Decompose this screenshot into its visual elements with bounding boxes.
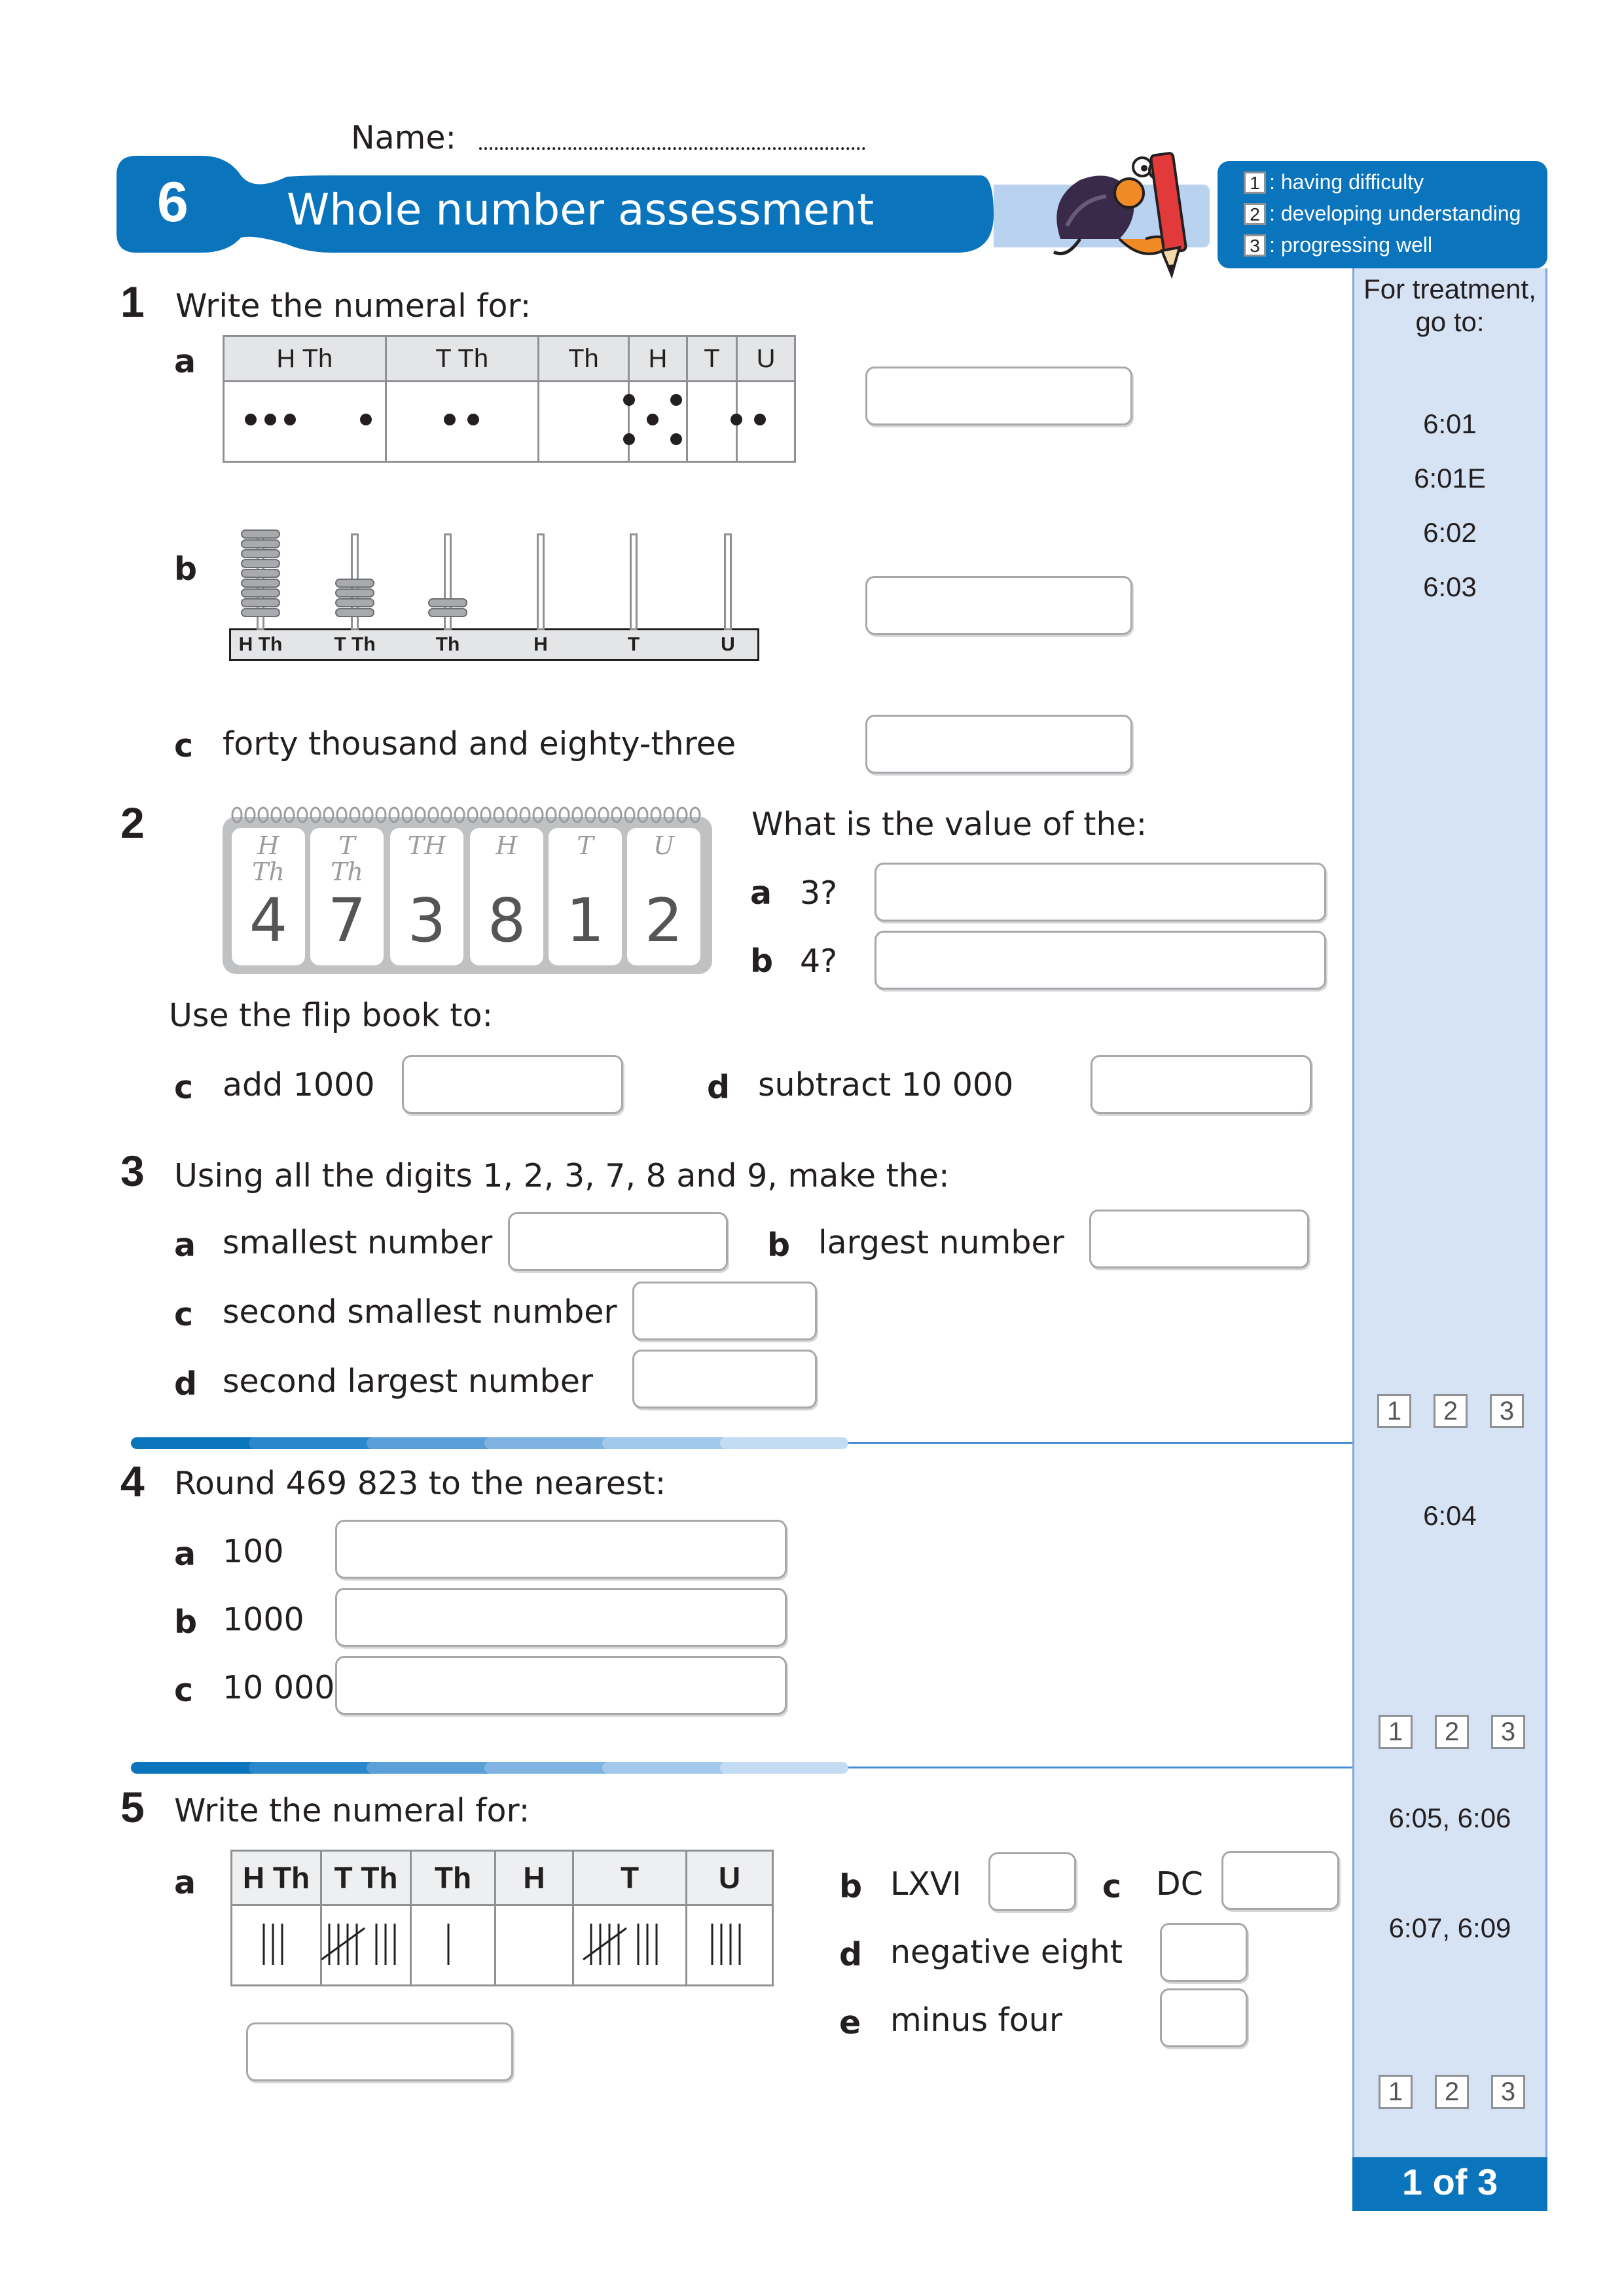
counter-dot xyxy=(623,433,635,445)
tally-cross-stroke xyxy=(583,1928,626,1960)
abacus-bead xyxy=(428,608,467,617)
abacus-bead xyxy=(241,588,280,598)
ring xyxy=(285,808,294,822)
part-label: b xyxy=(839,1868,863,1905)
abacus-bead xyxy=(241,559,280,568)
question-prompt: Write the numeral for: xyxy=(175,287,532,325)
answer-box[interactable] xyxy=(865,576,1132,635)
treatment-heading-2: go to: xyxy=(1415,306,1485,337)
question-number: 2 xyxy=(120,798,145,847)
part-label: c xyxy=(174,1296,194,1333)
answer-box[interactable] xyxy=(335,1656,787,1715)
part-text: 4? xyxy=(800,942,838,980)
tally-cross-stroke xyxy=(321,1928,365,1960)
answer-box[interactable] xyxy=(875,863,1326,922)
abacus-bead xyxy=(335,579,374,588)
answer-box[interactable] xyxy=(1221,1851,1339,1910)
abacus-label: H xyxy=(533,634,548,655)
treatment-ref: 6:07, 6:09 xyxy=(1388,1912,1511,1943)
divider-segment xyxy=(131,1762,259,1774)
ring xyxy=(324,808,333,822)
counter-dot xyxy=(623,394,635,406)
column-header: Th xyxy=(538,336,628,382)
part-text: 3? xyxy=(800,874,838,912)
counter-dot xyxy=(360,414,372,425)
divider-segment xyxy=(484,1437,613,1449)
abacus-rod xyxy=(537,533,545,630)
flip-card-header: Th xyxy=(331,857,363,886)
abacus-label: U xyxy=(721,634,735,655)
treatment-heading-1: For treatment, xyxy=(1363,274,1536,304)
ring xyxy=(259,808,268,822)
flip-card-header: Th xyxy=(252,857,285,886)
ring xyxy=(560,808,569,822)
flip-card[interactable] xyxy=(310,828,384,965)
column-header: T xyxy=(573,1851,687,1905)
counter-dot xyxy=(754,414,766,425)
ring xyxy=(245,808,255,822)
unit-number: 6 xyxy=(157,171,189,234)
question-number: 3 xyxy=(120,1147,145,1195)
page-number: 1 of 3 xyxy=(1401,2161,1498,2202)
part-label: a xyxy=(174,1864,196,1901)
ring xyxy=(599,808,608,822)
part-text: minus four xyxy=(890,2001,1062,2039)
ring xyxy=(350,808,359,822)
ring xyxy=(625,808,634,822)
rating-box-2[interactable]: 2 xyxy=(1435,2075,1469,2109)
legend-item-1 xyxy=(1244,170,1424,194)
ring xyxy=(533,808,543,822)
abacus-bead xyxy=(428,598,467,607)
answer-box[interactable] xyxy=(632,1282,817,1340)
answer-box[interactable] xyxy=(1160,1923,1248,1982)
answer-box[interactable] xyxy=(865,715,1132,774)
rating-box-1[interactable]: 1 xyxy=(1379,2075,1413,2109)
abacus-rod xyxy=(724,533,732,630)
ring xyxy=(481,808,490,822)
answer-box[interactable] xyxy=(1160,1988,1248,2047)
ring xyxy=(416,808,425,822)
part-text: LXVI xyxy=(890,1865,962,1903)
ring xyxy=(311,808,320,822)
question-prompt: What is the value of the: xyxy=(751,806,1147,843)
part-text: 1000 xyxy=(223,1601,304,1638)
counter-dot xyxy=(670,433,682,445)
question-prompt: Using all the digits 1, 2, 3, 7, 8 and 9, make the: xyxy=(174,1157,950,1194)
abacus-bead xyxy=(241,549,280,558)
instruction-text: Use the flip book to: xyxy=(169,997,493,1034)
treatment-ref: 6:03 xyxy=(1423,571,1477,602)
column-header: H xyxy=(496,1851,573,1905)
flip-card-header: T xyxy=(338,831,355,860)
divider-segment xyxy=(367,1437,495,1449)
abacus-bead xyxy=(241,529,280,539)
counter-dot xyxy=(444,414,456,425)
legend-num: 3 xyxy=(1244,234,1266,257)
flip-card[interactable] xyxy=(549,828,622,965)
treatment-ref: 6:01E xyxy=(1414,463,1486,493)
abacus-label: Th xyxy=(435,634,460,655)
ring xyxy=(520,808,530,822)
ring xyxy=(691,808,700,822)
column-header: U xyxy=(687,1851,773,1905)
column-header: T xyxy=(687,336,736,382)
flip-card[interactable] xyxy=(390,828,463,965)
treatment-ref: 6:01 xyxy=(1423,408,1477,439)
tally-marks xyxy=(408,1907,492,1979)
part-label: a xyxy=(174,1535,196,1573)
counter-dot xyxy=(245,414,257,425)
counter-dot xyxy=(731,414,742,425)
flip-card-digit: 4 xyxy=(249,886,288,956)
abacus-label: T Th xyxy=(334,634,376,655)
tally-marks xyxy=(319,1907,408,1979)
ring xyxy=(455,808,464,822)
answer-box[interactable] xyxy=(988,1852,1076,1911)
answer-box[interactable] xyxy=(1091,1055,1312,1114)
question-prompt: Write the numeral for: xyxy=(174,1792,530,1829)
flip-card[interactable] xyxy=(470,828,543,965)
ring xyxy=(494,808,503,822)
divider-segment xyxy=(131,1437,259,1449)
divider-segment xyxy=(602,1437,731,1449)
abacus-bead xyxy=(241,569,280,578)
legend-text: : developing understanding xyxy=(1269,202,1521,225)
ring xyxy=(429,808,438,822)
flip-book-rings xyxy=(230,806,704,823)
column-header: T Th xyxy=(321,1851,411,1905)
section-divider xyxy=(131,1436,1352,1450)
ring xyxy=(547,808,556,822)
answer-box[interactable] xyxy=(246,2022,513,2081)
question-number: 1 xyxy=(120,278,145,326)
ring xyxy=(664,808,674,822)
legend-item-3 xyxy=(1244,233,1432,257)
part-text: negative eight xyxy=(890,1933,1123,1971)
tally-cell xyxy=(496,1905,573,1986)
flip-card-digit: 3 xyxy=(407,886,446,956)
abacus-bead xyxy=(335,608,374,617)
part-label: d xyxy=(174,1365,198,1403)
column-header: H xyxy=(629,336,687,382)
legend-text: : progressing well xyxy=(1269,233,1433,257)
part-text: 10 000 xyxy=(223,1669,335,1706)
part-text: largest number xyxy=(818,1224,1064,1261)
divider-segment xyxy=(720,1437,848,1449)
ring xyxy=(298,808,307,822)
column-header: Th xyxy=(411,1851,496,1905)
part-label: a xyxy=(174,343,196,380)
name-line[interactable] xyxy=(479,147,865,150)
page-title: Whole number assessment xyxy=(287,185,875,235)
flip-card-header: U xyxy=(653,831,675,860)
part-text: add 1000 xyxy=(223,1066,375,1103)
dot-cell xyxy=(386,382,538,462)
rating-box-1[interactable]: 1 xyxy=(1377,1394,1411,1428)
dot-cell xyxy=(687,382,736,462)
ring xyxy=(376,808,386,822)
answer-box[interactable] xyxy=(402,1055,623,1114)
ring xyxy=(586,808,595,822)
ring xyxy=(468,808,477,822)
ring xyxy=(363,808,372,822)
legend-item-2 xyxy=(1244,202,1521,226)
part-label: c xyxy=(1102,1868,1122,1905)
rating-box-2[interactable]: 2 xyxy=(1434,1394,1468,1428)
ring xyxy=(573,808,582,822)
title-banner xyxy=(117,156,994,253)
flip-card-header: TH xyxy=(407,831,446,860)
ring xyxy=(403,808,412,822)
part-text: 100 xyxy=(223,1533,284,1570)
column-header: H Th xyxy=(232,1851,321,1905)
part-text: second largest number xyxy=(223,1363,594,1400)
legend-num: 1 xyxy=(1244,171,1266,194)
ring xyxy=(232,808,242,822)
divider-segment xyxy=(484,1762,613,1774)
part-label: d xyxy=(707,1069,731,1106)
tally-marks xyxy=(230,1907,319,1979)
question-number: 5 xyxy=(120,1783,145,1831)
part-label: a xyxy=(750,874,772,912)
ring xyxy=(389,808,399,822)
counter-dot xyxy=(647,414,659,425)
tally-marks xyxy=(682,1907,774,1979)
column-header: T Th xyxy=(386,336,538,382)
ring xyxy=(507,808,516,822)
rating-box-3[interactable]: 3 xyxy=(1491,2075,1525,2109)
part-label: a xyxy=(174,1227,196,1264)
rating-box-3[interactable]: 3 xyxy=(1491,1715,1525,1749)
divider-segment xyxy=(249,1437,377,1449)
rating-box-1[interactable]: 1 xyxy=(1379,1715,1413,1749)
place-value-dot-table xyxy=(223,335,796,463)
column-header: H Th xyxy=(224,336,386,382)
divider-segment xyxy=(367,1762,495,1774)
abacus-bead xyxy=(241,579,280,588)
ring xyxy=(612,808,621,822)
part-text: subtract 10 000 xyxy=(758,1066,1014,1103)
flip-card-header: T xyxy=(577,831,594,860)
abacus-bead xyxy=(335,598,374,607)
abacus-label: H Th xyxy=(238,634,283,655)
counter-dot xyxy=(264,414,276,425)
legend-num: 2 xyxy=(1244,203,1266,225)
abacus-base xyxy=(229,628,759,661)
ring xyxy=(677,808,687,822)
divider-segment xyxy=(249,1762,377,1774)
counter-dot xyxy=(670,394,682,406)
part-label: c xyxy=(174,1069,194,1106)
treatment-ref: 6:04 xyxy=(1423,1500,1477,1531)
part-text: second smallest number xyxy=(223,1293,617,1331)
ring xyxy=(272,808,281,822)
answer-box[interactable] xyxy=(1089,1210,1309,1268)
dot-cell xyxy=(737,382,795,462)
hermit-crab-with-pencil-icon xyxy=(1041,141,1191,285)
ring xyxy=(442,808,451,822)
answer-box[interactable] xyxy=(335,1588,787,1647)
answer-box[interactable] xyxy=(875,931,1326,990)
part-text: DC xyxy=(1156,1865,1203,1903)
abacus-bead xyxy=(241,539,280,548)
question-prompt: Round 469 823 to the nearest: xyxy=(174,1465,666,1502)
ring xyxy=(638,808,647,822)
flip-card-header: H xyxy=(257,831,280,860)
abacus-bead xyxy=(335,588,374,598)
answer-box[interactable] xyxy=(335,1520,787,1579)
part-label: c xyxy=(174,727,194,764)
answer-box[interactable] xyxy=(865,367,1132,425)
part-label: b xyxy=(174,1604,198,1641)
part-label: e xyxy=(839,2004,861,2041)
answer-box[interactable] xyxy=(508,1212,728,1271)
tally-marks xyxy=(569,1907,682,1979)
abacus-rod xyxy=(630,533,638,630)
flip-card[interactable] xyxy=(232,828,305,965)
abacus-bead xyxy=(241,608,280,617)
treatment-ref: 6:05, 6:06 xyxy=(1388,1803,1511,1833)
part-label: b xyxy=(174,550,198,588)
counter-dot xyxy=(467,414,479,425)
dot-cell xyxy=(538,382,628,462)
part-text: smallest number xyxy=(223,1224,493,1261)
ring xyxy=(651,808,660,822)
name-label: Name: xyxy=(351,119,457,156)
section-divider xyxy=(131,1761,1352,1775)
abacus-label: T xyxy=(627,634,640,655)
rating-box-3[interactable]: 3 xyxy=(1490,1394,1524,1428)
treatment-ref: 6:02 xyxy=(1423,517,1477,548)
rating-box-2[interactable]: 2 xyxy=(1435,1715,1469,1749)
divider-segment xyxy=(720,1762,848,1774)
legend-text: : having difficulty xyxy=(1269,170,1424,194)
part-text: forty thousand and eighty-three xyxy=(223,725,736,762)
abacus-bead xyxy=(241,598,280,607)
answer-box[interactable] xyxy=(632,1350,817,1408)
flip-card-digit: 8 xyxy=(487,886,526,956)
part-label: c xyxy=(174,1672,194,1709)
divider-segment xyxy=(602,1762,731,1774)
part-label: b xyxy=(750,942,774,980)
flip-card-digit: 1 xyxy=(566,886,605,956)
flip-card-digit: 2 xyxy=(644,886,683,956)
part-label: b xyxy=(767,1227,791,1264)
question-number: 4 xyxy=(120,1457,145,1505)
flip-card[interactable] xyxy=(627,828,700,965)
part-label: d xyxy=(839,1936,863,1973)
column-header: U xyxy=(737,336,795,382)
flip-card-header: H xyxy=(496,831,518,860)
ring xyxy=(337,808,346,822)
flip-card-digit: 7 xyxy=(327,886,367,956)
counter-dot xyxy=(284,414,296,425)
